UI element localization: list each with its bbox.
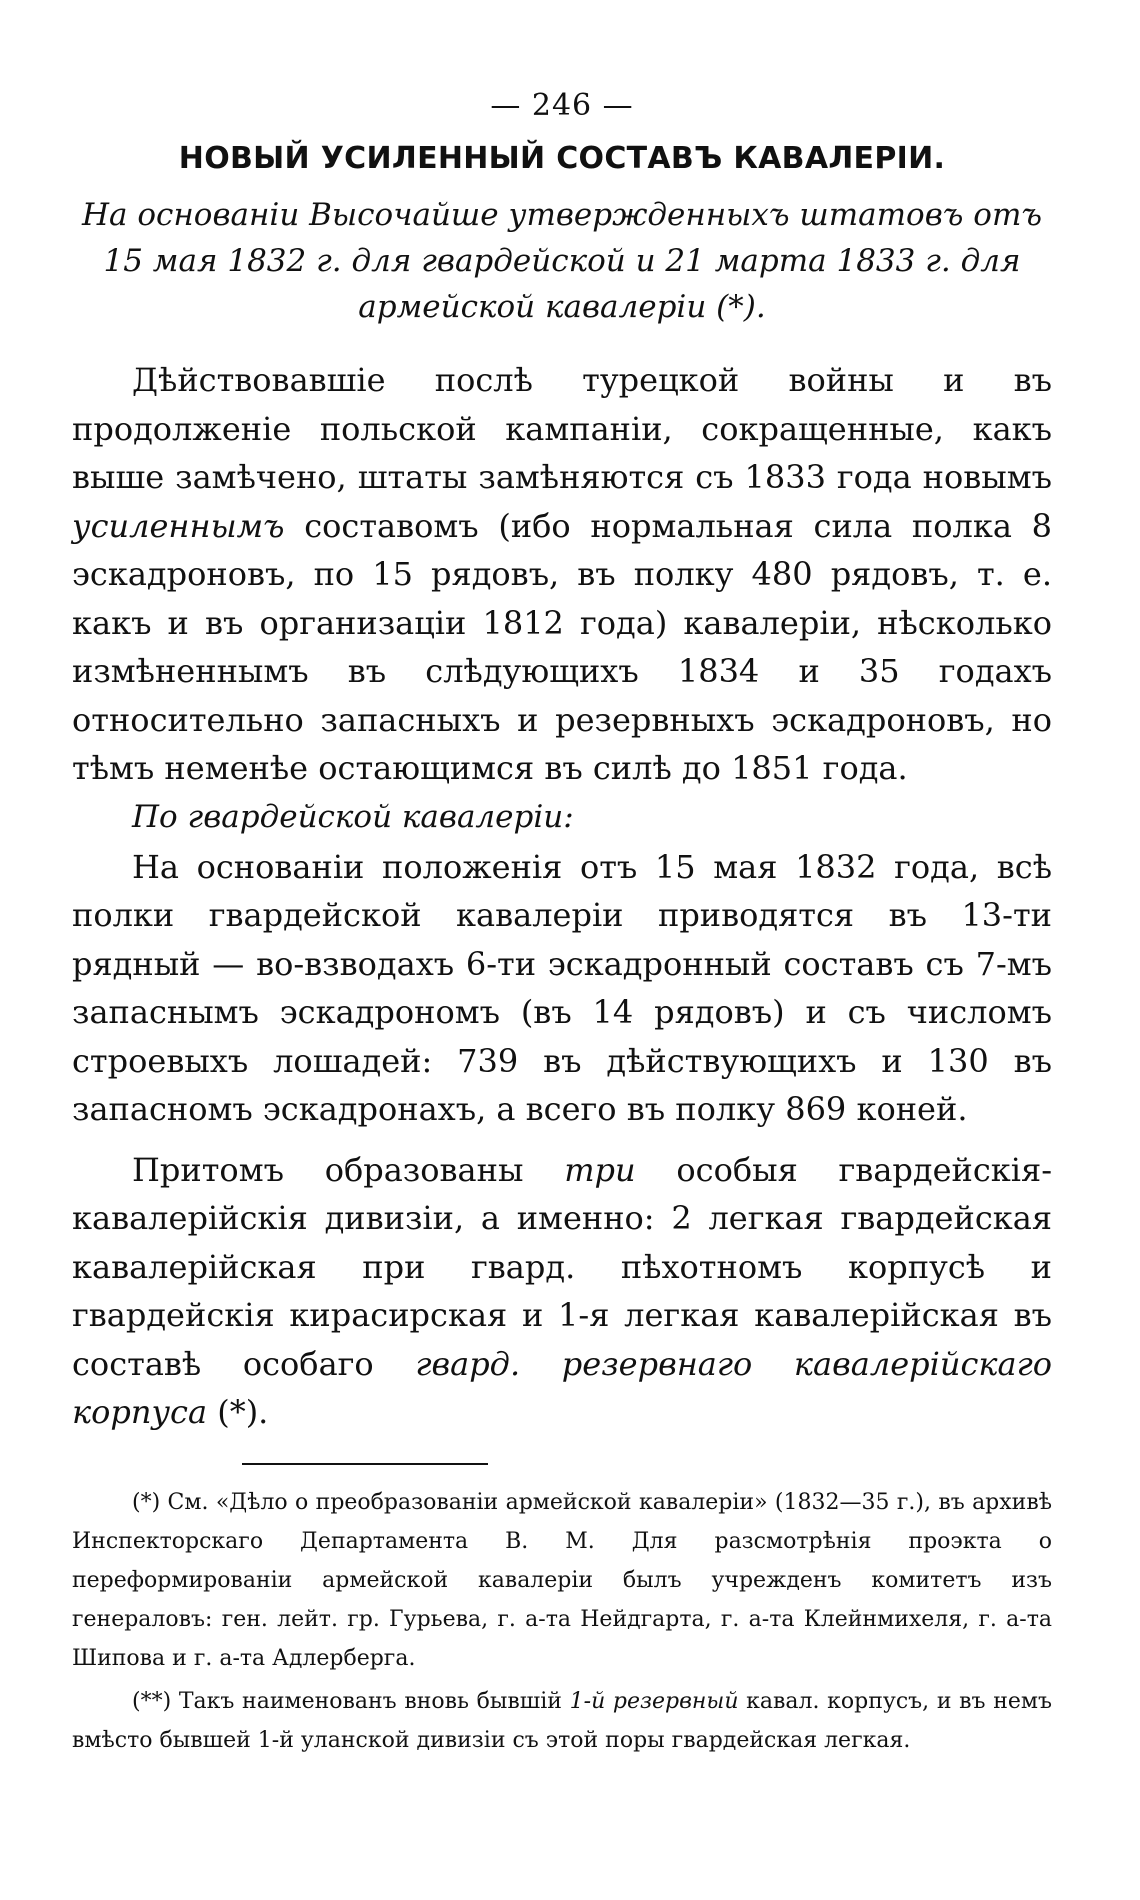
- paragraph-3-text-middle: особыя гвардейскія-кавалерійскія дивизіи, а именно: 2 легкая гвардейская кавалерійская при гвард. пѣхотномъ корпусѣ и гвардейскія кирасирская и 1-я легкая кавалерійская въ составѣ особаго: [72, 1150, 1053, 1383]
- subtitle: На основаніи Высочайше утвержденныхъ штатовъ отъ 15 мая 1832 г. для гвардейской и 21 марта 1833 г. для армейской кавалеріи (*).: [81, 197, 1043, 325]
- footnote-1: (*) См. «Дѣло о преобразованіи армейской кавалеріи» (1832—35 г.), въ архивѣ Инспекторскаго Департамента В. М. Для разсмотрѣнія проэкта о переформированіи армейской кавалеріи былъ учрежденъ комитетъ изъ генераловъ: ген. лейт. гр. Гурьева, г. а-та Нейдгарта, г. а-та Клейнмихеля, г. а-та Шипова и г. а-та Адлерберга.: [72, 1489, 1052, 1671]
- footnote-divider: [242, 1463, 488, 1465]
- paragraph-3-emphasis-1: три: [564, 1150, 636, 1189]
- paragraph-2: На основаніи положенія отъ 15 мая 1832 года, всѣ полки гвардейской кавалеріи приводятся въ 13-ти рядный — во-взводахъ 6-ти эскадронный составъ съ 7-мъ запаснымъ эскадрономъ (въ 14 рядовъ) и съ числомъ строевыхъ лошадей: 739 въ дѣйствующихъ и 130 въ запасномъ эскадронахъ, а всего въ полку 869 коней.: [72, 847, 1052, 1128]
- page-number: — 246 —: [490, 88, 634, 123]
- paragraph-3-emphasis-2: гвард. резервнаго кавалерійскаго корпуса: [72, 1344, 1052, 1431]
- footnote-2-text: (**) Такъ наименованъ вновь бывшій: [132, 1688, 570, 1714]
- section-heading: По гвардейской кавалеріи:: [132, 798, 574, 835]
- paragraph-1-emphasis: усиленнымъ: [72, 506, 285, 545]
- footnote-2: [72, 1682, 1052, 1760]
- paragraph-3: [72, 1146, 1052, 1437]
- footnote-2-emphasis: 1-й резервный: [569, 1688, 739, 1714]
- paragraph-3-text-end: (*).: [207, 1393, 269, 1431]
- document-page: [72, 88, 1052, 1760]
- paragraph-1-text-continued: составомъ (ибо нормальная сила полка 8 эскадроновъ, по 15 рядовъ, въ полку 480 рядовъ, т. е. какъ и въ организаціи 1812 года) кавалеріи, нѣсколько измѣненнымъ въ слѣдующихъ 1834 и 35 годахъ относительно запасныхъ и резервныхъ эскадроновъ, но тѣмъ неменѣе остающимся въ силѣ до 1851 года.: [72, 506, 1052, 787]
- page-title: НОВЫЙ УСИЛЕННЫЙ СОСТАВЪ КАВАЛЕРІИ.: [178, 141, 946, 176]
- paragraph-3-text: Притомъ образованы: [132, 1150, 565, 1189]
- paragraph-1: [72, 356, 1052, 793]
- paragraph-1-text: Дѣйствовавшіе послѣ турецкой войны и въ продолженіе польской кампаніи, сокращенные, какъ выше замѣчено, штаты замѣняются съ 1833 года новымъ: [72, 361, 1052, 496]
- footnote-2-text-end: кавал. корпусъ, и въ немъ вмѣсто бывшей 1-й уланской дивизіи съ этой поры гвардейская легкая.: [72, 1688, 1053, 1753]
